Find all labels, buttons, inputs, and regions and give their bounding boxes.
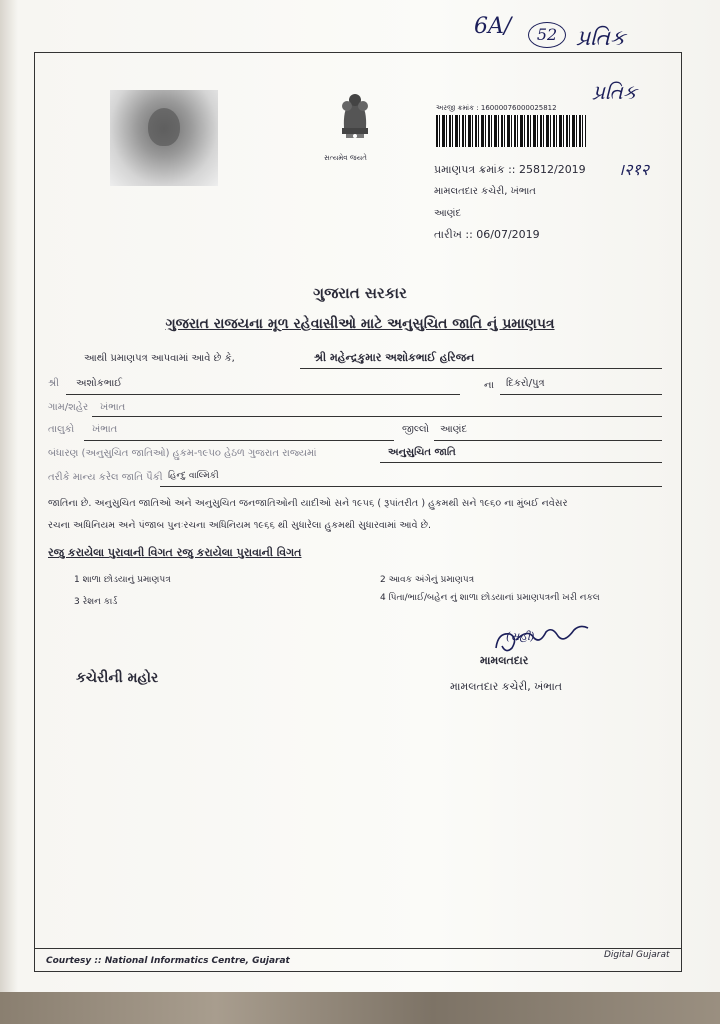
father-underline	[66, 394, 460, 395]
taluka-label: તાલુકો	[48, 424, 75, 435]
village-underline	[92, 416, 662, 417]
signature-note: (સહી)	[506, 630, 535, 643]
handwritten-stamp-word: પ્રતિક	[592, 80, 637, 104]
office-line: મામલતદાર કચેરી, ખંભાત	[434, 186, 536, 197]
relation-underline	[500, 394, 662, 395]
barcode	[436, 115, 586, 147]
relation-label: ના	[484, 380, 494, 391]
table-edge-background	[0, 992, 720, 1024]
caste-underline	[160, 486, 662, 487]
national-emblem-icon	[330, 88, 380, 152]
caste-value: હિન્દુ વાલ્મિકી	[168, 471, 219, 481]
relation-value: દિકરો/પુત્ર	[506, 378, 545, 389]
paragraph-line-2: રચના અધિનિયમ અને પંજાબ પુનઃરચના અધિનિયમ ૧૯૬૬ થી સુધારેલા હુકમથી સુધારવામાં આવે છે.	[48, 520, 432, 531]
handwritten-top-note: 6A/	[474, 14, 512, 39]
district-value: આણંદ	[440, 424, 468, 435]
proof-item-3: 3 રેશન કાર્ડ	[74, 597, 118, 607]
taluka-value: ખંભાત	[92, 424, 118, 435]
certificate-title: ગુજરાત રાજયના મૂળ રહેવાસીઓ માટે અનુસુચિત જાતિ નું પ્રમાણપત્ર	[165, 316, 555, 332]
taluka-underline	[84, 440, 394, 441]
handwritten-top-word: પ્રતિક	[576, 26, 626, 51]
village-value: ખંભાત	[100, 402, 126, 413]
proof-item-1: 1 શાળા છોડયાનું પ્રમાણપત્ર	[74, 575, 171, 585]
courtesy-text: Courtesy :: National Informatics Centre, Gujarat	[46, 956, 290, 966]
proof-item-2: 2 આવક અંગેનું પ્રમાણપત્ર	[380, 575, 475, 585]
issue-date: તારીખ :: 06/07/2019	[434, 228, 540, 241]
digital-gujarat-text: Digital Gujarat	[604, 950, 670, 960]
applicant-name: શ્રી મહેન્દ્રકુમાર અશોકભાઈ હરિજન	[314, 351, 475, 364]
circled-number: 52	[528, 22, 566, 48]
emblem-caption: સત્યમેવ જયતે	[324, 154, 367, 162]
order-underline	[380, 462, 662, 463]
office-seal-label: કચેરીની મહોર	[76, 670, 159, 686]
footer-rule	[34, 948, 682, 949]
officer-title: મામલતદાર	[480, 654, 529, 667]
village-label: ગામ/શહેર	[48, 402, 89, 413]
name-underline	[300, 368, 662, 369]
caste-label: તરીકે માન્ય કરેલ જાતિ પૈકી	[48, 472, 163, 483]
place-line: આણંદ	[434, 208, 462, 219]
proofs-heading: રજુ કરાયેલા પુરાવાની વિગત રજુ કરાયેલા પુરાવાની વિગત	[48, 546, 302, 559]
district-label: જીલ્લો	[402, 424, 430, 435]
certificate-number: પ્રમાણપત્ર ક્રમાંક :: 25812/2019	[434, 163, 586, 176]
order-value: અનુસુચિત જાતિ	[388, 447, 456, 458]
intro-label: આથી પ્રમાણપત્ર આપવામાં આવે છે કે,	[84, 353, 235, 364]
certificate-frame	[34, 52, 682, 972]
proof-item-4: 4 પિતા/ભાઈ/બહેન નું શાળા છોડયાનાં પ્રમાણપત્રની ખરી નકલ	[380, 593, 600, 603]
government-title: ગુજરાત સરકાર	[313, 284, 407, 302]
father-label: શ્રી	[48, 378, 60, 389]
applicant-photo	[110, 90, 218, 186]
order-text: બંધારણ (અનુસુચિત જાતિઓ) હુકમ-૧૯૫૦ હેઠળ ગુજરાત રાજ્યમાં	[48, 448, 317, 459]
handwritten-cert-suffix: ।२१२	[618, 160, 650, 179]
district-underline	[434, 440, 662, 441]
officer-office: મામલતદાર કચેરી, ખંભાત	[450, 680, 563, 693]
paragraph-line-1: જાતિના છે. અનુસુચિત જાતિઓ અને અનુસુચિત જનજાતિઓની યાદીઓ સને ૧૯૫૬ ( રૂપાંતરીત ) હુકમથી સને ૧૯૬૦ ના મુંબઈ નવેસર	[48, 498, 568, 509]
application-number: અરજી ક્રમાંક : 16000076000025812	[436, 104, 557, 112]
father-name: અશોકભાઈ	[76, 378, 122, 389]
